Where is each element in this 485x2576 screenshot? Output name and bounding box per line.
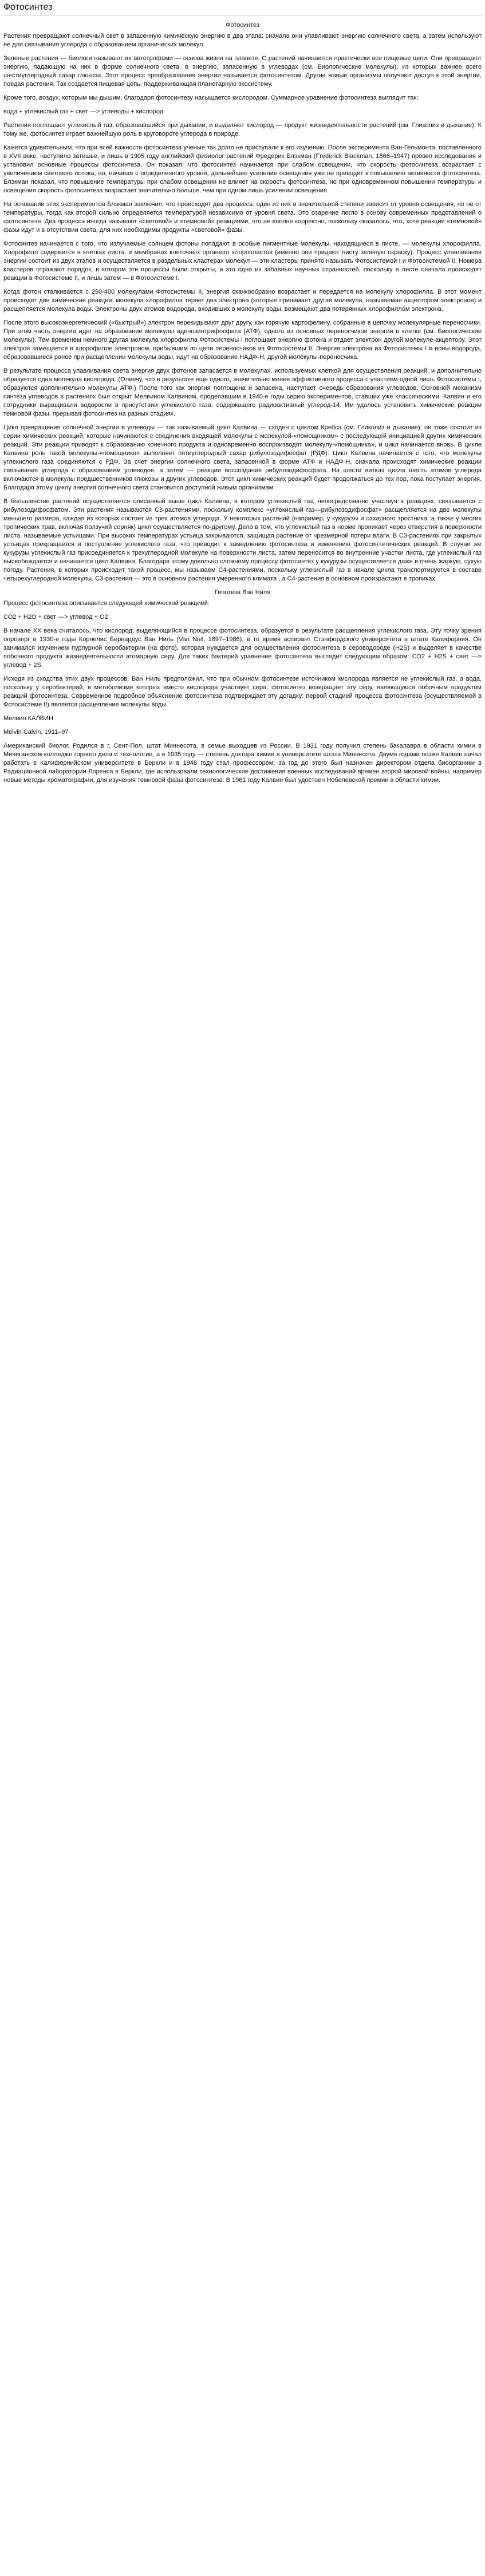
bio-name-english: Melvin Calvin, 1911–97 [3, 729, 69, 736]
photosynthesis-equation: вода + углекислый газ + свет —> углеводы + кислород [3, 108, 164, 115]
section-title: Гипотеза Ван Ниля [214, 589, 271, 596]
section-title: Фотосинтез [226, 22, 259, 29]
paragraph: Исходя из сходства этих двух процессов, Ван Ниль предположил, что при обычном фотосинтезе источником кислорода является не углекислый газ, а вода, поскольку у серобактерий, в метаболизме которых вместо кислорода участвует сера, фотосинтез возвращает эту серу, являющуюся побочным продуктом реакций фотосинтеза. Современное подробное объяснение фотосинтеза подтверждает эту догадку: первой стадией процесса фотосинтеза (осуществляемой в Фотосистеме II) является расщепление молекулы воды. [3, 675, 482, 708]
paragraph: Процесс фотосинтеза описывается следующей химической реакцией: [3, 600, 210, 607]
paragraph: В начале XX века считалось, что кислород, выделяющийся в процессе фотосинтеза, образуется в результате расщепления углекислого газа. Эту точку зрения опроверг в 1930-е годы Корнелис Бернардус Ван Ниль (Van Niel, 1897–1986), в то время аспирант Стэнфордского университета в штате Калифорния. Он занимался изучением пурпурной серобактерии (на фото), которая нуждается для осуществления фотосинтеза в сероводороде (Н2S) и выделяет в качестве побочного продукта жизнедеятельности атомарную серу. Для таких бактерий уравнение фотосинтеза выглядит следующим образом: СО2 + Н2S + свет —> углевод + 2S. [3, 627, 482, 669]
paragraph: Фотосинтез начинается с того, что излучаемые солнцем фотоны попадают в особые пигментные молекулы, находящиеся в листе, — молекулы хлорофилла. Хлорофилл содержится в клетках листа, в мембранах клеточных органелл хлоропластов (именно они придают листу зеленую окраску). Процесс улавливания энергии состоит из двух этапов и осуществляется в раздельных кластерах молекул — эти кластеры принято называть Фотосистемой I и Фотосистемой II. Номера кластеров отражают порядок, в котором эти процессы были открыты, и это одна из забавных научных странностей, поскольку в листе сначала происходят реакции в Фотосистеме II, и лишь затем — в Фотосистеме I. [3, 240, 482, 282]
paragraph: Кроме того, воздух, которым мы дышим, благодаря фотосинтезу насыщается кислородом. Суммарное уравнение фотосинтеза выглядит так: [3, 94, 419, 101]
paragraph: В большинстве растений осуществляется описанный выше цикл Калвина, в котором углекислый газ, непосредственно участвуя в реакциях, связывается с рибулозодифосфатом. Эти растения называются С3-растениями, поскольку комплекс «углекислый газ—рибулозодифосфат» расщепляется на две молекулы меньшего размера, каждая из которых состоит из трех атомов углерода. У некоторых растений (например, у кукурузы и сахарного тростника, а также у многих тропических трав, включая ползучий сорняк) цикл осуществляется по-другому. Дело в том, что углекислый газ в норме проникает через отверстия в поверхности листа, называемые устьицами. При высоких температурах устьица закрываются, защищая растение от чрезмерной потери влаги. В С3-растениях при закрытых устьицах прекращается и поступление углекислого газа, что приводит к замедлению фотосинтеза и изменению фотосинтетических реакций. В случае же кукурузы углекислый газ присоединяется к трехуглеродной молекуле на поверхности листа, затем переносится во внутренние участки листа, где углекислый газ высвобождается и начинается цикл Калвина. Благодаря этому довольно сложному процессу фотосинтез у кукурузы осуществляется даже в очень жаркую, сухую погоду. Растения, в которых происходит такой процесс, мы называем С4-растениями, поскольку углекислый газ в начале цикла транспортируется в составе четырехуглеродной молекулы. С3-растения — это в основном растения умеренного климата , а С4-растения в основном произрастают в тропиках. [3, 498, 482, 582]
reaction-equation: СО2 + Н2О + свет —> углевод + О2 [3, 614, 108, 621]
section-van-niel-hypothesis [3, 588, 482, 709]
biography-calvin [3, 714, 482, 785]
paragraph: Когда фотон сталкивается с 250-400 молекулами Фотосистемы II, энергия скачкообразно возрастает и передается на молекулу хлорофилла. В этот момент происходят две химические реакции: молекула хлорофилла теряет два электрона (которые принимает другая молекула, называемая акцептором электронов) и расщепляется молекула воды. Электроны двух атомов водорода, входивших в молекулу воды, возмещают два потерянных хлорофиллом электрона. [3, 289, 482, 313]
document-page [0, 0, 485, 795]
paragraph: Цикл превращения солнечной энергии в углеводы — так называемый цикл Калвина — сходен с циклом Кребса (см. Гликолиз и дыхание): он тоже состоит из серии химических реакций, которые начинаются с соединения входящей молекулы с молекулой-«помощником» с последующей инициацией других химических реакций. Эти реакции приводят к образованию конечного продукта и одновременно воспроизводят молекулу-«помощника», и цикл начинается вновь. В цикле Калвина роль такой молекулы-«помощника» выполняет пятиуглеродный сахар рибулозодифосфат (РДФ). Цикл Калвина начинается с того, что молекулы углекислого газа соединяются с РДФ. За счет энергии солнечного света, запасенной в форме АТФ и НАДФ-Н, сначала происходят химические реакции связывания углерода с образованием углеводов, а затем — реакции воссоздания рибулозодифосфата. На шести витках цикла шесть атомов углерода включаются в молекулы предшественников глюкозы и других углеводов. Этот цикл химических реакций будет продолжаться до тех пор, пока поступает энергия. Благодаря этому циклу энергия солнечного света становится доступной живым организмам. [3, 424, 482, 491]
bio-name: Мелвин КАЛВИН [3, 715, 53, 722]
paragraph: Растения поглощают углекислый газ, образовавшийся при дыхании, и выделяют кислород — продукт жизнедеятельности растений (см. Гликолиз и дыхание). К тому же, фотосинтез играет важнейшую роль в круговороте углерода в природе. [3, 122, 482, 137]
paragraph: После этого высокоэнергетический («быстрый») электрон перекидывают друг другу, как горячую картофелину, собранные в цепочку молекулярные переносчики. При этом часть энергии идет на образование молекулы аденозинтрифосфата (АТФ), одного из основных переносчиков энергии в клетке (см. Биологические молекулы). Тем временем немного другая молекула хлорофилла Фотосистемы I поглощает энергию фотона и отдает электрон другой молекуле-акцептору. Этот электрон замещается в хлорофилле электроном, прибывшим по цепи переносчиков из Фотосистемы II. Энергия электрона из Фотосистемы I и ионы водорода, образовавшиеся ранее при расщеплении молекулы воды, идут на образование НАДФ-Н, другой молекулы-переносчика. [3, 319, 482, 361]
bio-text: Американский биолог. Родился в г. Сент-Пол, штат Миннесота, в семье выходцев из России. В 1931 году получил степень бакалавра в области химии в Мичиганском колледже горного дела и технологии, а в 1935 году — степень доктора химии в университете штата Миннесота. Двумя годами позже Калвин начал работать в Калифорнийском университете в Беркли и в 1948 году стал профессором; за год до этого был назначен директором отдела биоорганики в Радиационной лаборатории Лоренса в Беркли, где использовали технологические достижения военных исследований времен второй мировой войны, например новые методы хроматографии, для изучения темновой фазы фотосинтеза. В 1961 году Калвин был удостоен Нобелевской премии в области химии. [3, 742, 482, 784]
paragraph: На основании этих экспериментов Блэкман заключил, что происходят два процесса: один из них в значительной степени зависит от уровня освещения, но не от температуры, тогда как второй сильно определяется температурой независимо от уровня света. Это озарение легло в основу современных представлений о фотосинтезе. Два процесса иногда называют «световой» и «темновой» реакциями, что не вполне корректно, поскольку оказалось, что, хотя реакции «темновой» фазы идут и в отсутствии света, для них необходимы продукты «световой» фазы. [3, 201, 482, 234]
paragraph: Зеленые растения — биологи называют их автотрофами — основа жизни на планете. С растений начинаются практически все пищевые цепи. Они превращают энергию, падающую на них в форме солнечного света, в энергию, запасенную в углеводах (см. Биологические молекулы), из которых важнее всего шестиуглеродный сахар глюкоза. Этот процесс преобразования энергии называется фотосинтезом. Другие живые организмы получают доступ к этой энергии, поедая растения. Так создается пищевая цепь, поддерживающая планетарную экосистему. [3, 55, 482, 88]
paragraph: Кажется удивительным, что при всей важности фотосинтеза ученые так долго не приступали к его изучению. После эксперимента Ван-Гельмонта, поставленного в XVII веке, наступило затишье, и лишь в 1905 году английский физиолог растений Фредерик Блэкман (Frederick Blackman, 1866–1947) провел исследования и установил основные процессы фотосинтеза. Он показал, что фотосинтез начинается при слабом освещении, что скорость фотосинтеза возрастает с увеличением светового потока, но, начиная с определенного уровня, дальнейшее усиление освещения уже не приводит к повышению активности фотосинтеза. Блэкман показал, что повышение температуры при слабом освещении не влияет на скорость фотосинтеза, но при одновременном повышении температуры и освещения скорость фотосинтеза возрастает значительно больше, чем при одном лишь усилении освещения. [3, 144, 482, 194]
section-photosynthesis [3, 21, 482, 583]
paragraph: Растения превращают солнечный свет в запасенную химическую энергию в два этапа: сначала они улавливают энергию солнечного света, а затем используют ее для связывания углерода с образованием органических молекул. [3, 33, 482, 48]
page-title: Фотосинтез [3, 2, 482, 15]
paragraph: В результате процесса улавливания света энергия двух фотонов запасается в молекулах, используемых клеткой для осуществления реакций, и дополнительно образуется одна молекула кислорода. (Отмечу, что в результате еще одного, значительно менее эффективного процесса с участием одной лишь Фотосистемы I, образуются дополнительно молекулы АТФ.) После того как энергия поглощена и запасена, наступает очередь образования углеводов. Основной механизм синтеза углеводов в растениях был открыт Мелвином Калвином, проделавшим в 1940-е годы серию экспериментов, ставших уже классическими. Калвин и его сотрудники выращивали водоросли в присутствии углекислого газа, содержащего радиоактивный углерод-14. Им удалось установить химические реакции темновой фазы, прерывая фотосинтез на разных стадиях. [3, 368, 482, 417]
